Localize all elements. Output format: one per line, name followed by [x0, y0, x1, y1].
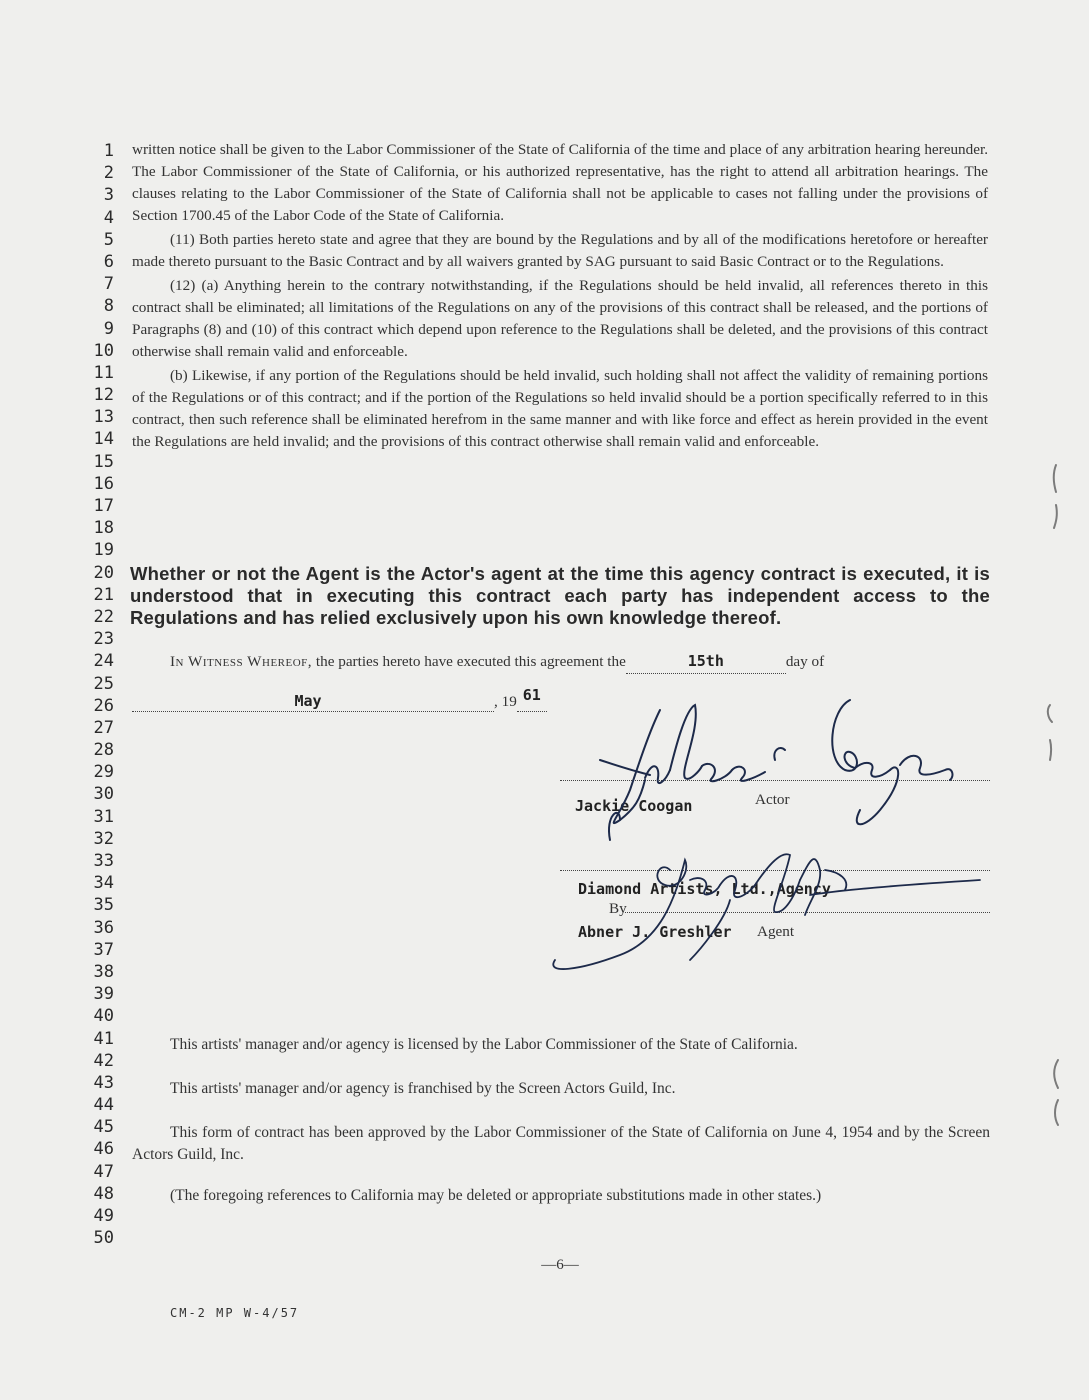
line-number: 46: [93, 1139, 114, 1160]
line-number: 30: [93, 784, 114, 805]
line-number: 33: [93, 851, 114, 871]
line-number: 44: [93, 1095, 114, 1116]
line-number: 25: [93, 673, 114, 694]
line-number: 37: [93, 939, 114, 960]
line-number: 22: [93, 606, 114, 627]
line-number: 50: [93, 1228, 114, 1249]
foregoing-notice: (The foregoing references to California may be deleted or appropriate substitutions made in other states.): [170, 1187, 822, 1204]
line-number: 47: [93, 1161, 114, 1182]
paragraph-11: (11) Both parties hereto state and agree that they are bound by the Regulations and by all of the modifications heretofore or hereafter made thereto pursuant to the Basic Contract and by all waivers granted by SAG pursuant to said Basic Contract or to the Regulations.: [132, 231, 988, 270]
paragraph-12a: (12) (a) Anything herein to the contrary notwithstanding, if the Regulations should be held invalid, all references thereto in this contract shall be eliminated; all limitations of the Regulations on any of the provisions of this contract shall be released, and the portions of Paragraphs (8) and (10) of this contract which depend upon reference to the Regulations shall be deleted, and the provisions of this contract otherwise shall remain valid and enforceable.: [132, 277, 988, 360]
line-number: 28: [93, 740, 114, 761]
line-number: 5: [103, 229, 114, 250]
line-number: 7: [103, 274, 114, 295]
line-number: 6: [103, 251, 114, 272]
witness-lead: In Witness Whereof,: [170, 653, 313, 670]
line-number: 8: [103, 296, 114, 317]
line-number: 24: [93, 651, 114, 672]
line-number: 23: [93, 629, 114, 650]
line-number: 1: [103, 141, 114, 161]
date-line: [132, 686, 572, 712]
line-number: 12: [93, 385, 114, 406]
actor-name: Jackie Coogan: [575, 797, 693, 815]
line-number: 36: [93, 917, 114, 938]
witness-day-suffix: day of: [785, 653, 825, 670]
by-label: By: [609, 900, 627, 917]
line-number: 3: [103, 185, 114, 206]
line-number: 20: [93, 562, 114, 583]
licensed-notice: This artists' manager and/or agency is licensed by the Labor Commissioner of the State of California.: [170, 1036, 798, 1053]
day-field: [626, 650, 786, 674]
contract-body: [132, 139, 988, 455]
line-number: 42: [93, 1050, 114, 1071]
month-value: May: [294, 692, 322, 710]
line-number: 31: [93, 806, 114, 827]
line-number: 34: [93, 873, 114, 894]
month-field: [132, 692, 494, 712]
line-number: 38: [93, 961, 114, 982]
franchised-notice: This artists' manager and/or agency is franchised by the Screen Actors Guild, Inc.: [170, 1080, 676, 1097]
paragraph-12b: (b) Likewise, if any portion of the Regulations should be held invalid, such holding shall not affect the validity of remaining portions of the Regulations or of this contract; and if the portion of the Regulations so held invalid should be a portion specifically referred to in this contract, then such reference shall be eliminated herefrom in the same manner and with like force and effect as herein provided in the event the Regulations are held invalid; and the provisions of this contract otherwise shall remain valid and enforceable.: [132, 367, 988, 450]
line-number: 21: [93, 584, 114, 605]
line-number-column: [78, 140, 114, 1249]
line-number: 13: [93, 407, 114, 428]
line-number: 15: [93, 451, 114, 472]
line-number: 4: [103, 207, 114, 228]
paragraph-arbitration-notice: written notice shall be given to the Labor Commissioner of the State of California of the time and place of any arbitration hearing hereunder. The Labor Commissioner of the State of California, or his authorized representative, has the right to attend all arbitration hearings. The clauses relating to the Labor Commissioner of the State of California shall not be applicable to cases not falling under the provisions of Section 1700.45 of the Labor Code of the State of California.: [132, 141, 988, 224]
line-number: 43: [93, 1072, 114, 1093]
line-number: 27: [93, 717, 114, 738]
agent-label: Agent: [757, 923, 795, 940]
approved-notice: This form of contract has been approved by the Labor Commissioner of the State of California on June 4, 1954 and by the Screen Actors Guild, Inc.: [132, 1124, 990, 1163]
line-number: 45: [93, 1117, 114, 1138]
line-number: 14: [93, 429, 114, 450]
line-number: 41: [93, 1028, 114, 1049]
line-number: 39: [93, 984, 114, 1005]
agency-name: Diamond Artists, Ltd.,Agency: [578, 880, 831, 898]
witness-text: the parties hereto have executed this agreement the: [315, 653, 626, 670]
line-number: 11: [93, 362, 114, 383]
day-value: 15th: [687, 652, 724, 670]
line-number: 26: [93, 695, 114, 716]
line-number: 2: [103, 163, 114, 184]
line-number: 18: [93, 518, 114, 539]
line-number: 48: [93, 1183, 114, 1204]
agent-signature: [540, 840, 990, 980]
line-number: 49: [93, 1206, 114, 1226]
margin-bleed-marks: [1030, 460, 1070, 1140]
actor-signature: [560, 690, 980, 850]
bold-notice: Whether or not the Agent is the Actor's agent at the time this agency contract is executed, it is understood that in executing this contract each party has independent access to the Regulations and has relied exclusively upon his own knowledge thereof.: [130, 563, 990, 628]
line-number: 40: [93, 1006, 114, 1027]
year-field: [517, 686, 547, 712]
actor-label: Actor: [755, 791, 790, 808]
line-number: 16: [93, 473, 114, 494]
line-number: 19: [93, 540, 114, 561]
form-code: CM-2 MP W-4/57: [170, 1306, 300, 1320]
line-number: 29: [93, 762, 114, 783]
year-prefix: , 19: [494, 693, 517, 710]
agent-name: Abner J. Greshler: [578, 923, 732, 941]
line-number: 32: [93, 828, 114, 849]
line-number: 35: [93, 895, 114, 916]
line-number: 17: [93, 496, 114, 516]
year-value: 61: [522, 686, 541, 704]
witness-clause: [170, 650, 990, 674]
line-number: 10: [93, 340, 114, 361]
line-number: 9: [103, 318, 114, 339]
page-number: —6—: [541, 1257, 579, 1273]
